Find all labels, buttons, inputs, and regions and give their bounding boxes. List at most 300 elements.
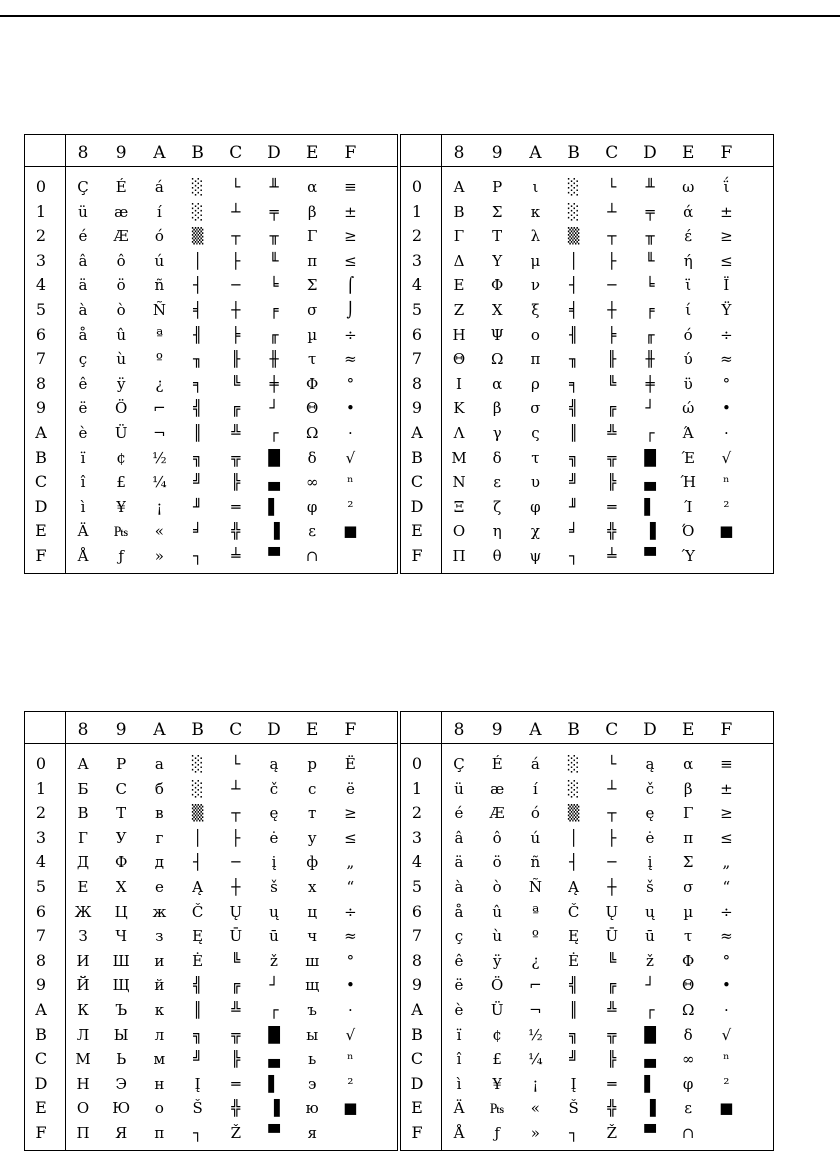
table-cell: ° <box>722 374 731 393</box>
row-header: C <box>410 1049 424 1069</box>
row-header: 7 <box>35 926 47 946</box>
row-header: F <box>411 546 423 565</box>
row-header: A <box>411 423 423 442</box>
table-cell: ╪ <box>269 374 279 393</box>
table-cell: ┘ <box>645 976 655 995</box>
table-cell: Č <box>191 902 204 921</box>
table-cell: „ <box>346 853 355 872</box>
table-cell: ╒ <box>269 301 279 319</box>
table-cell: Ū <box>229 927 243 946</box>
table-cell: ≡ <box>720 755 733 773</box>
row-header: E <box>35 521 47 541</box>
table-cell: √ <box>345 1025 356 1044</box>
table-cell: ┘ <box>645 399 655 418</box>
column-header: C <box>229 143 243 163</box>
table-cell: φ <box>530 497 541 516</box>
table-cell: К <box>77 1001 89 1019</box>
table-cell: Ų <box>605 902 619 921</box>
table-cell: ╜ <box>193 497 203 516</box>
row-header: 5 <box>35 300 47 319</box>
table-cell: ⌠ <box>346 276 355 295</box>
row-header: F <box>35 546 47 565</box>
table-cell: ■ <box>343 1099 358 1118</box>
table-cell: ╚ <box>607 951 617 970</box>
table-cell: ÷ <box>720 902 733 921</box>
row-header: F <box>35 1123 47 1142</box>
table-cell: ≈ <box>720 350 733 369</box>
table-cell: ç <box>454 927 464 946</box>
table-cell: „ <box>722 853 731 872</box>
table-cell: ─ <box>607 276 617 295</box>
table-cell: ά <box>683 202 694 221</box>
table-cell: ╩ <box>231 1001 241 1019</box>
table-cell: ä <box>78 276 88 295</box>
table-cell: ╨ <box>645 178 655 196</box>
table-cell: “ <box>722 878 731 896</box>
table-cell: î <box>80 473 86 492</box>
table-cell: Β <box>453 202 465 221</box>
row-header: 1 <box>35 778 47 798</box>
table-cell: é <box>78 227 88 246</box>
table-cell: š <box>646 878 654 896</box>
table-cell: ┌ <box>645 1001 655 1019</box>
table-cell: Ö <box>491 976 504 995</box>
table-cell: ° <box>346 951 355 970</box>
table-cell: à <box>454 878 464 896</box>
table-cell: ┌ <box>645 424 655 442</box>
table-cell: ╪ <box>645 374 655 393</box>
table-cell: ¿ <box>531 951 540 970</box>
table-cell: Ύ <box>681 547 695 565</box>
row-header: 2 <box>35 226 47 246</box>
table-cell: Σ <box>306 276 318 295</box>
table-cell: • <box>721 976 731 995</box>
table-cell: í <box>532 779 538 798</box>
table-cell: ν <box>530 276 540 295</box>
table-cell: ρ <box>530 374 540 393</box>
table-cell: ╠ <box>607 1050 617 1069</box>
table-cell: ┬ <box>231 804 241 823</box>
table-cell: ≥ <box>344 804 357 823</box>
table-cell: ╔ <box>607 976 617 995</box>
table-cell: æ <box>490 779 505 798</box>
table-cell: í <box>156 202 162 221</box>
row-header: D <box>34 1073 48 1093</box>
table-cell: ╬ <box>607 1099 617 1118</box>
table-cell: û <box>116 325 127 344</box>
table-cell: ┼ <box>231 878 241 896</box>
table-cell: И <box>76 951 90 970</box>
table-cell: ┤ <box>193 276 203 295</box>
table-cell: ▐ <box>644 522 656 541</box>
table-cell: ¿ <box>155 374 164 393</box>
column-header: E <box>305 143 319 163</box>
table-cell: à <box>78 301 88 319</box>
table-cell: ι <box>532 178 539 196</box>
table-cell: ▄ <box>644 473 656 492</box>
table-cell: ╖ <box>193 350 203 369</box>
table-cell: ▐ <box>268 522 280 541</box>
table-cell: · <box>724 424 729 442</box>
table-cell: ò <box>492 878 502 896</box>
table-cell: ╦ <box>607 1025 617 1044</box>
table-cell: Ω <box>681 1001 695 1019</box>
table-cell: ê <box>78 374 88 393</box>
table-cell: Ų <box>229 902 243 921</box>
table-cell: Ė <box>568 951 580 970</box>
table-cell: ω <box>682 178 695 196</box>
table-cell: Ч <box>115 927 127 946</box>
table-cell: ë <box>78 399 88 418</box>
table-cell: ╔ <box>607 399 617 418</box>
table-cell: ² <box>347 1074 354 1093</box>
table-cell: ù <box>492 927 503 946</box>
table-cell: ÿ <box>116 374 126 393</box>
table-cell: å <box>454 902 464 921</box>
table-cell: ÷ <box>720 325 733 344</box>
table-cell: ░ <box>191 779 204 798</box>
column-header: D <box>267 143 281 163</box>
table-cell: а <box>154 755 164 773</box>
table-cell: л <box>154 1025 165 1044</box>
table-cell: š <box>270 878 278 896</box>
table-cell: “ <box>346 878 355 896</box>
table-cell: ┬ <box>607 227 617 246</box>
table-cell: » <box>530 1124 540 1142</box>
table-cell: √ <box>721 1025 732 1044</box>
table-cell: ώ <box>682 399 695 418</box>
header-divider-horizontal <box>401 166 773 167</box>
header-divider-horizontal <box>25 166 397 167</box>
table-cell: Ç <box>453 755 465 773</box>
table-cell: Ι <box>456 374 462 393</box>
table-cell: ╨ <box>269 178 279 196</box>
table-cell: α <box>492 374 503 393</box>
table-cell: ╫ <box>645 350 655 369</box>
table-cell: ╣ <box>193 976 203 995</box>
table-cell: è <box>454 1001 464 1019</box>
table-cell: ▒ <box>567 227 580 246</box>
table-cell: ╬ <box>231 1099 241 1118</box>
table-cell: ₧ <box>113 522 129 541</box>
table-cell: κ <box>530 202 541 221</box>
table-cell: θ <box>492 547 502 565</box>
table-cell: ¬ <box>153 424 166 442</box>
table-cell: т <box>308 804 317 823</box>
table-cell: ═ <box>607 1074 617 1093</box>
column-header: F <box>344 720 357 740</box>
table-cell: ⌐ <box>529 976 542 995</box>
row-header: 5 <box>35 877 47 896</box>
table-cell: • <box>345 399 355 418</box>
table-cell: Ζ <box>453 301 465 319</box>
table-cell: Ъ <box>115 1001 128 1019</box>
table-cell: ╛ <box>569 522 579 541</box>
table-cell: ╙ <box>645 251 655 270</box>
table-cell: ▌ <box>644 497 656 516</box>
row-header: D <box>410 496 424 516</box>
row-header: D <box>34 496 48 516</box>
table-cell: ─ <box>231 276 241 295</box>
table-cell: ▐ <box>268 1099 280 1118</box>
table-cell: ╬ <box>607 522 617 541</box>
row-header: 4 <box>35 275 47 295</box>
row-header: 2 <box>411 803 423 823</box>
table-cell: ╣ <box>569 399 579 418</box>
table-cell: ╦ <box>231 1025 241 1044</box>
table-cell: █ <box>644 448 656 467</box>
table-cell: Į <box>570 1074 577 1093</box>
table-cell: ┘ <box>269 399 279 418</box>
table-cell: £ <box>116 473 126 492</box>
table-cell: е <box>154 878 164 896</box>
table-cell: ┬ <box>607 804 617 823</box>
table-cell: ƒ <box>494 1124 500 1142</box>
table-cell: ⁿ <box>347 1050 354 1069</box>
row-header: 1 <box>411 201 423 221</box>
table-cell: З <box>78 927 88 946</box>
table-cell: ę <box>269 804 279 823</box>
table-cell: ╩ <box>607 1001 617 1019</box>
row-header: B <box>411 447 423 467</box>
row-header: A <box>35 423 47 442</box>
table-cell: ▒ <box>191 804 204 823</box>
table-cell: ╘ <box>269 276 279 295</box>
table-cell: ê <box>454 951 464 970</box>
table-cell: ÿ <box>492 951 502 970</box>
table-cell: χ <box>530 522 540 541</box>
code-table-top-left <box>24 134 398 574</box>
table-cell: ≤ <box>720 251 733 270</box>
row-header: 7 <box>35 349 47 369</box>
table-cell: ▄ <box>644 1050 656 1069</box>
table-cell: Ж <box>74 902 92 921</box>
table-cell: ž <box>646 951 654 970</box>
table-cell: ė <box>645 828 655 847</box>
table-cell: ┐ <box>569 547 579 565</box>
table-cell: ¥ <box>116 497 126 516</box>
column-header: C <box>605 720 619 740</box>
table-cell: ÷ <box>344 902 357 921</box>
table-cell: щ <box>305 976 320 995</box>
table-cell: ├ <box>607 251 617 270</box>
table-cell: Κ <box>453 399 465 418</box>
table-cell: й <box>154 976 165 995</box>
row-header: 9 <box>35 398 47 418</box>
row-header: 2 <box>35 803 47 823</box>
row-header: 0 <box>35 754 47 773</box>
table-cell: º <box>155 350 163 369</box>
table-cell: └ <box>231 178 241 196</box>
table-cell: ╟ <box>607 350 617 369</box>
row-header: 1 <box>35 201 47 221</box>
table-cell: α <box>683 755 694 773</box>
table-cell: ä <box>454 853 464 872</box>
table-cell: │ <box>569 251 579 270</box>
table-cell: ╝ <box>569 1050 579 1069</box>
table-cell: ю <box>305 1099 319 1118</box>
table-cell: ╫ <box>269 350 279 369</box>
table-cell: ü <box>454 779 464 798</box>
table-cell: » <box>154 547 164 565</box>
column-header: C <box>605 143 619 163</box>
table-cell: ù <box>116 350 127 369</box>
table-cell: ą <box>269 755 279 773</box>
table-cell: у <box>307 828 317 847</box>
table-cell: Π <box>452 547 466 565</box>
column-header: A <box>153 720 166 740</box>
row-header: 2 <box>411 226 423 246</box>
table-cell: ô <box>116 251 126 270</box>
table-cell: Ą <box>192 878 204 896</box>
table-cell: ┤ <box>569 276 579 295</box>
table-cell: ■ <box>719 1099 734 1118</box>
table-cell: ⁿ <box>723 1050 730 1069</box>
table-cell: В <box>77 804 89 823</box>
table-cell: ¬ <box>529 1001 542 1019</box>
column-header: B <box>567 143 580 163</box>
table-cell: γ <box>492 424 502 442</box>
table-cell: п <box>154 1124 165 1142</box>
row-header: B <box>35 1024 47 1044</box>
table-cell: ║ <box>569 1001 579 1019</box>
table-cell: Å <box>77 547 89 565</box>
table-cell: Ą <box>568 878 580 896</box>
table-cell: ξ <box>531 301 540 319</box>
table-cell: в <box>155 804 164 823</box>
table-cell: δ <box>492 448 502 467</box>
table-cell: П <box>76 1124 90 1142</box>
table-cell: └ <box>231 755 241 773</box>
table-cell: я <box>307 1124 317 1142</box>
table-cell: ч <box>307 927 318 946</box>
table-cell: ì <box>456 1074 462 1093</box>
row-header: 5 <box>411 300 423 319</box>
table-cell: ╡ <box>569 301 579 319</box>
table-cell: Ά <box>682 424 694 442</box>
table-cell: π <box>307 251 318 270</box>
table-cell: ε <box>308 522 317 541</box>
table-cell: ь <box>308 1050 317 1069</box>
table-cell: н <box>154 1074 165 1093</box>
table-cell: ² <box>723 497 730 516</box>
table-cell: ╗ <box>569 1025 579 1044</box>
table-cell: ┼ <box>607 878 617 896</box>
table-cell: █ <box>268 1025 280 1044</box>
header-divider-horizontal <box>401 743 773 744</box>
table-cell: Н <box>76 1074 90 1093</box>
table-cell: ╩ <box>607 424 617 442</box>
column-header: B <box>567 720 580 740</box>
table-cell: Ν <box>452 473 466 492</box>
table-cell: σ <box>307 301 318 319</box>
table-cell: ╣ <box>569 976 579 995</box>
table-cell: ╥ <box>269 227 279 246</box>
row-header: 8 <box>411 373 423 393</box>
column-header: 8 <box>77 143 89 163</box>
table-cell: á <box>154 178 164 196</box>
table-cell: Θ <box>682 976 695 995</box>
table-cell: Х <box>115 878 127 896</box>
table-cell: è <box>78 424 88 442</box>
table-cell: ¼ <box>528 1050 543 1069</box>
table-cell: Ь <box>116 1050 127 1069</box>
table-cell: ί <box>685 301 692 319</box>
table-cell: Я <box>115 1124 128 1142</box>
table-cell: ƒ <box>118 547 124 565</box>
table-cell: ⁿ <box>347 473 354 492</box>
table-cell: Č <box>567 902 580 921</box>
table-cell: • <box>721 399 731 418</box>
table-cell: Ρ <box>492 178 503 196</box>
table-cell: ╓ <box>269 325 279 344</box>
table-cell: ū <box>645 927 655 946</box>
table-cell: ╛ <box>193 522 203 541</box>
row-header: E <box>411 521 423 541</box>
table-cell: ╟ <box>231 350 241 369</box>
table-cell: ╥ <box>645 227 655 246</box>
table-cell: ¥ <box>492 1074 502 1093</box>
table-cell: Ω <box>490 350 504 369</box>
table-cell: ύ <box>683 350 693 369</box>
table-cell: ₧ <box>489 1099 505 1118</box>
table-cell: Ė <box>192 951 204 970</box>
table-cell: ┴ <box>607 779 617 798</box>
table-cell: • <box>345 976 355 995</box>
table-cell: ϋ <box>683 374 693 393</box>
table-cell: Ψ <box>490 325 504 344</box>
table-cell: ─ <box>607 853 617 872</box>
table-cell: β <box>492 399 502 418</box>
table-cell: ┴ <box>231 202 241 221</box>
table-cell: с <box>307 779 317 798</box>
table-cell: к <box>154 1001 165 1019</box>
table-cell: ╖ <box>569 350 579 369</box>
table-cell: ╧ <box>607 547 617 565</box>
table-cell: ш <box>305 951 320 970</box>
table-cell: ą <box>645 755 655 773</box>
table-cell: ╗ <box>193 448 203 467</box>
table-cell: м <box>153 1050 166 1069</box>
table-cell: ▀ <box>268 1124 280 1142</box>
table-cell: ╦ <box>231 448 241 467</box>
column-header: E <box>681 143 695 163</box>
table-cell: Γ <box>682 804 694 823</box>
table-cell: ┤ <box>569 853 579 872</box>
row-header: 7 <box>411 926 423 946</box>
row-header: A <box>35 1000 47 1019</box>
table-cell: φ <box>682 1074 694 1093</box>
table-cell: ▄ <box>268 473 280 492</box>
table-cell: ö <box>116 276 126 295</box>
column-header: 8 <box>77 720 89 740</box>
table-cell: ï <box>80 448 86 467</box>
table-cell: У <box>115 828 127 847</box>
table-cell: ▌ <box>644 1074 656 1093</box>
table-cell: ÷ <box>344 325 357 344</box>
table-cell: Щ <box>112 976 130 995</box>
table-cell: ╚ <box>607 374 617 393</box>
table-cell: ╔ <box>231 399 241 418</box>
table-cell: ┼ <box>607 301 617 319</box>
table-cell: ≤ <box>720 828 733 847</box>
table-cell: Р <box>116 755 127 773</box>
table-cell: ū <box>269 927 279 946</box>
table-cell: └ <box>607 178 617 196</box>
table-cell: ½ <box>528 1025 543 1044</box>
table-cell: Æ <box>113 227 129 246</box>
table-cell: ├ <box>231 251 241 270</box>
